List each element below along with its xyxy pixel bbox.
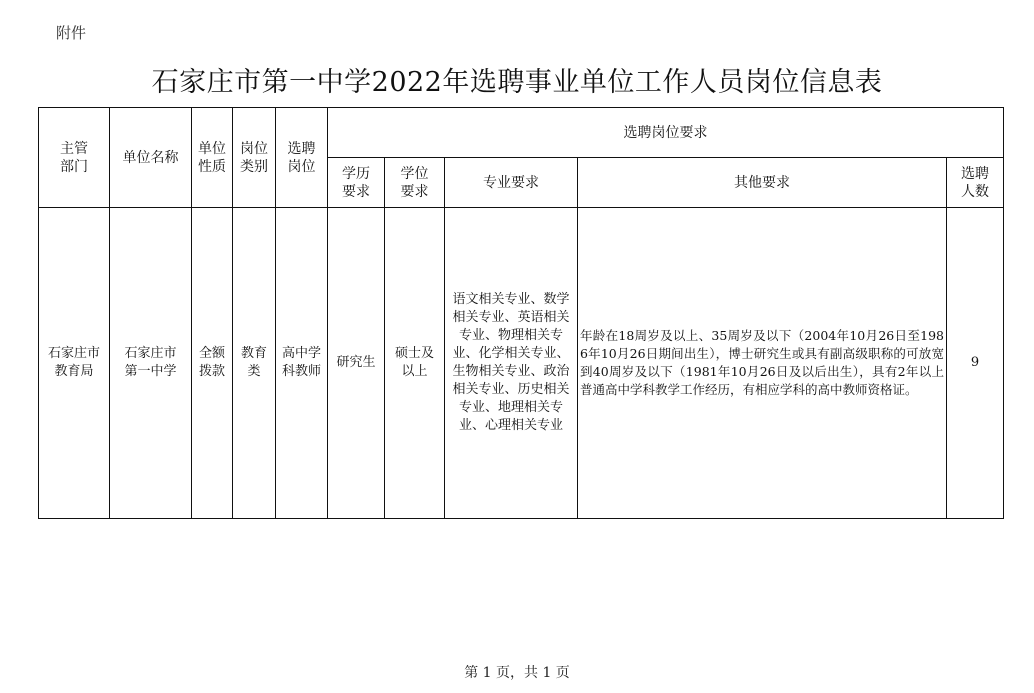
cell-count: 9 [947,208,1004,519]
table-row [39,208,1004,519]
header-count: 选聘人数 [947,158,1004,208]
attachment-label: 附件 [56,24,87,42]
header-unit-nature: 单位性质 [192,108,233,208]
cell-education: 研究生 [328,208,385,519]
cell-unit-name: 石家庄市第一中学 [110,208,192,519]
header-major: 专业要求 [445,158,578,208]
position-info-table [38,107,1004,519]
cell-post-category: 教育类 [233,208,276,519]
header-requirements-group: 选聘岗位要求 [328,108,1004,158]
cell-other: 年龄在18周岁及以上、35周岁及以下（2004年10月26日至1986年10月26日期间出生），博士研究生或具有副高级职称的可放宽到40周岁及以下（1981年10月26日及以后出生），具有2年以上普通高中学科教学工作经历，有相应学科的高中教师资格证。 [578,208,947,519]
cell-major: 语文相关专业、数学相关专业、英语相关专业、物理相关专业、化学相关专业、生物相关专业、政治相关专业、历史相关专业、地理相关专业、心理相关专业 [445,208,578,519]
header-dept: 主管部门 [39,108,110,208]
header-education: 学历要求 [328,158,385,208]
cell-unit-nature: 全额拨款 [192,208,233,519]
header-row-1 [39,108,1004,158]
cell-degree: 硕士及以上 [385,208,445,519]
header-degree: 学位要求 [385,158,445,208]
page-title: 石家庄市第一中学2022年选聘事业单位工作人员岗位信息表 [151,67,883,98]
header-unit-name: 单位名称 [110,108,192,208]
page-footer: 第 1 页，共 1 页 [464,665,570,681]
header-post-category: 岗位类别 [233,108,276,208]
header-other: 其他要求 [578,158,947,208]
cell-post: 高中学科教师 [276,208,328,519]
header-post: 选聘岗位 [276,108,328,208]
cell-dept: 石家庄市教育局 [39,208,110,519]
